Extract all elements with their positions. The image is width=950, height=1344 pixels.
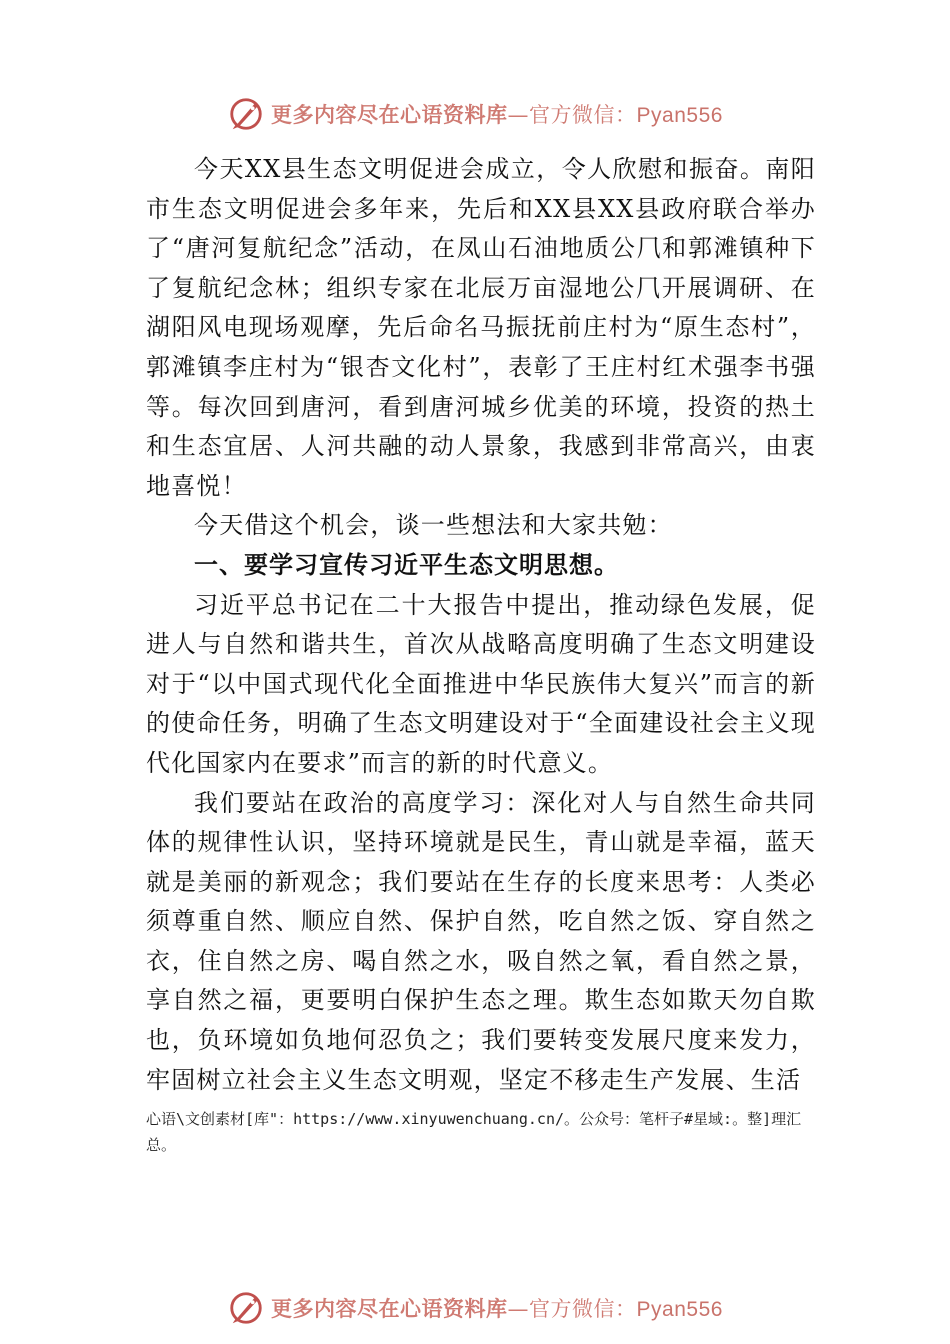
- header-banner: [0, 92, 950, 136]
- paragraph-2: 今天借这个机会，谈一些想法和大家共勉：: [194, 511, 673, 540]
- banner-text: [271, 1293, 723, 1323]
- source-footnote: 心语\文创素材[库"：https://www.xinyuwenchuang.cn/。公众号：笔杆子#星域:。整]理汇总。: [146, 1110, 802, 1154]
- paragraph-3: 习近平总书记在二十大报告中提出，推动绿色发展，促进人与自然和谐共生，首次从战略高度明确了生态文明建设对于“以中国式现代化全面推进中华民族伟大复兴”而言的新的使命任务，明确了生态文明建设对于“全面建设社会主义现代化国家内在要求”而言的新的时代意义。: [146, 590, 816, 777]
- section-heading-1: 一、要学习宣传习近平生态文明思想。: [194, 550, 619, 579]
- paragraph-4: 我们要站在政治的高度学习：深化对人与自然生命共同体的规律性认识，坚持环境就是民生，青山就是幸福，蓝天就是美丽的新观念；我们要站在生存的长度来思考：人类必须尊重自然、顺应自然、保护自然，吃自然之饭、穿自然之衣，住自然之房、喝自然之水，吸自然之氧，看自然之景， 享自然之福，更要明白保护生态之理。欺生态如欺天勿自欺也，负环境如负地何忍负之；我们要转变发展尺度来发力， 牢固树立社会主义生态文明观，坚定不移走生产发展、生活: [146, 788, 816, 1094]
- banner-wechat-id: Pyan556: [636, 1298, 723, 1321]
- footer-banner: [0, 1286, 950, 1330]
- banner-wechat-id: Pyan556: [636, 104, 723, 127]
- quill-pen-logo-icon: [227, 1289, 265, 1327]
- banner-text: [271, 99, 723, 129]
- quill-pen-logo-icon: [227, 95, 265, 133]
- banner-dash: —: [507, 103, 530, 127]
- banner-title: 更多内容尽在心语资料库: [271, 102, 508, 127]
- banner-dash: —: [507, 1297, 530, 1321]
- banner-wechat-label: 官方微信：: [529, 1297, 637, 1321]
- document-body: [146, 150, 816, 1100]
- banner-wechat-label: 官方微信：: [529, 103, 637, 127]
- banner-title: 更多内容尽在心语资料库: [271, 1296, 508, 1321]
- paragraph-1: 今天XX县生态文明促进会成立，令人欣慰和振奋。南阳市生态文明促进会多年来，先后和XX县XX县政府联合举办了“唐河复航纪念”活动，在凤山石油地质公⺇和郭滩镇种下了复航纪念林；组织专家在北辰万亩湿地公⺇开展调研、在湖阳风电现场观摩，先后命名马振抚前庄村为“原生态村”，郭滩镇李庄村为“银杏文化村”，表彰了王庄村红术强李书强等。每次回到唐河，看到唐河城乡优美的环境，投资的热土和生态宜居、人河共融的动人景象，我感到非常高兴，由衷地喜悦！: [146, 155, 816, 500]
